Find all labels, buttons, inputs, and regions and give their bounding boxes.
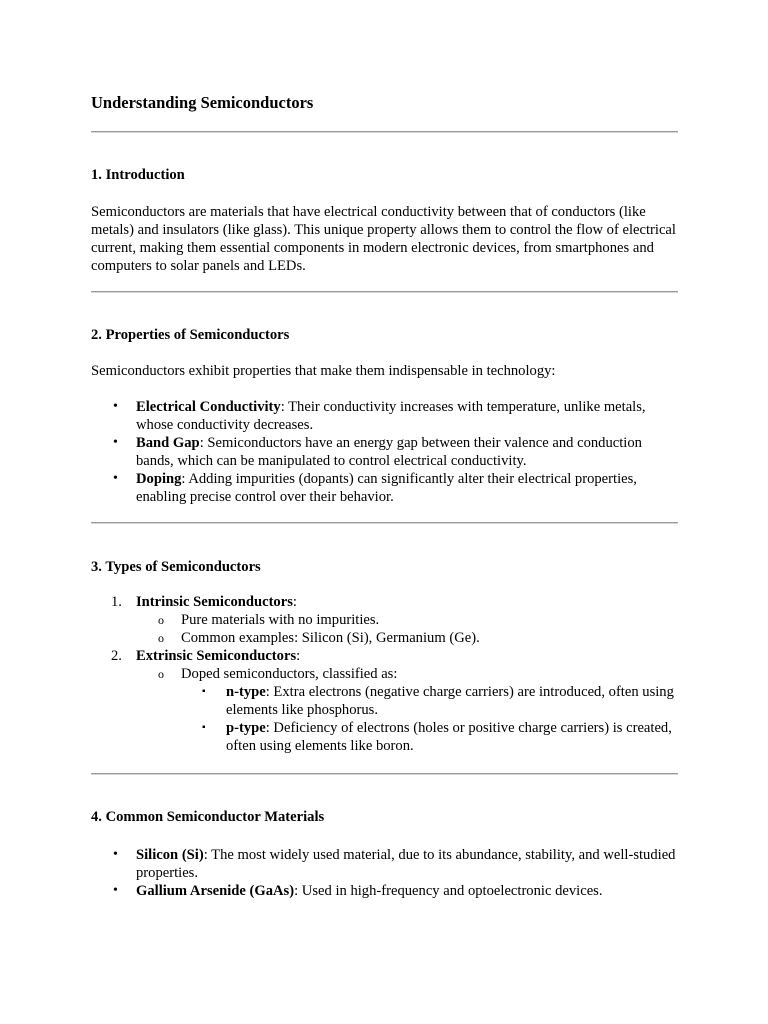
list-item [181,719,681,755]
list-item [136,611,681,629]
divider [91,773,678,775]
list-item [136,665,681,755]
list-item-term: Electrical Conductivity [136,399,281,415]
list-item-text: : Used in high-frequency and optoelectronic devices. [294,883,603,899]
doping-type-sublist [181,683,681,755]
list-item-text: : Extra electrons (negative charge carriers) are introduced, often using elements like phosphorus. [226,684,674,718]
divider [91,131,678,133]
bullet-marker: • [113,435,118,450]
list-number: 2. [111,648,122,664]
list-item-text: : Their conductivity increases with temperature, unlike metals, whose conductivity decreases. [136,399,646,433]
list-number: 1. [111,594,122,610]
circle-marker: o [158,667,164,681]
divider [91,291,678,293]
materials-list [91,846,681,900]
list-item-text: : Deficiency of electrons (holes or positive charge carriers) is created, often using elements like boron. [226,720,672,754]
list-item [91,882,681,900]
bullet-marker: • [113,883,118,898]
section-heading-types: 3. Types of Semiconductors [91,559,261,575]
extrinsic-sublist [136,665,681,755]
list-item [91,470,681,506]
list-item-text: Common examples: Silicon (Si), Germanium (Ge). [181,630,480,646]
list-item-term: Silicon (Si) [136,847,204,863]
list-item [181,683,681,719]
list-item [91,434,681,470]
list-item-text: : Adding impurities (dopants) can significantly alter their electrical properties, enabling precise control over their behavior. [136,471,637,505]
list-item-text: : The most widely used material, due to its abundance, stability, and well-studied properties. [136,847,676,881]
list-item-term: Band Gap [136,435,200,451]
list-item [91,846,681,882]
introduction-paragraph: Semiconductors are materials that have electrical conductivity between that of conductors (like metals) and insulators (like glass). This unique property allows them to control the flow of electrical current, making them essential components in modern electronic devices, from smartphones and computers to solar panels and LEDs. [91,204,676,274]
list-item-term: Doping [136,471,182,487]
square-marker: ▪ [202,686,206,697]
list-item-term: Intrinsic Semiconductors [136,594,293,610]
list-item-intrinsic [91,593,681,647]
bullet-marker: • [113,471,118,486]
list-item [136,629,681,647]
properties-list [91,398,681,506]
intrinsic-sublist [136,611,681,647]
list-item-text: Pure materials with no impurities. [181,612,380,628]
circle-marker: o [158,613,164,627]
list-item-text: : Semiconductors have an energy gap between their valence and conduction bands, which can be manipulated to control electrical conductivity. [136,435,642,469]
list-item-colon: : [296,648,301,664]
list-item-text: Doped semiconductors, classified as: [181,666,398,682]
types-list [91,593,681,755]
properties-lead-paragraph: Semiconductors exhibit properties that make them indispensable in technology: [91,363,556,379]
section-heading-introduction: 1. Introduction [91,167,185,183]
list-item-term: Extrinsic Semiconductors [136,648,297,664]
bullet-marker: • [113,399,118,414]
list-item-term: p-type [226,720,266,736]
square-marker: ▪ [202,722,206,733]
list-item-extrinsic [91,647,681,755]
section-heading-properties: 2. Properties of Semiconductors [91,327,290,343]
list-item-term: n-type [226,684,266,700]
divider [91,522,678,524]
section-heading-materials: 4. Common Semiconductor Materials [91,809,325,825]
list-item [91,398,681,434]
bullet-marker: • [113,847,118,862]
list-item-colon: : [292,594,297,610]
circle-marker: o [158,631,164,645]
list-item-term: Gallium Arsenide (GaAs) [136,883,295,899]
document-title: Understanding Semiconductors [91,93,314,112]
